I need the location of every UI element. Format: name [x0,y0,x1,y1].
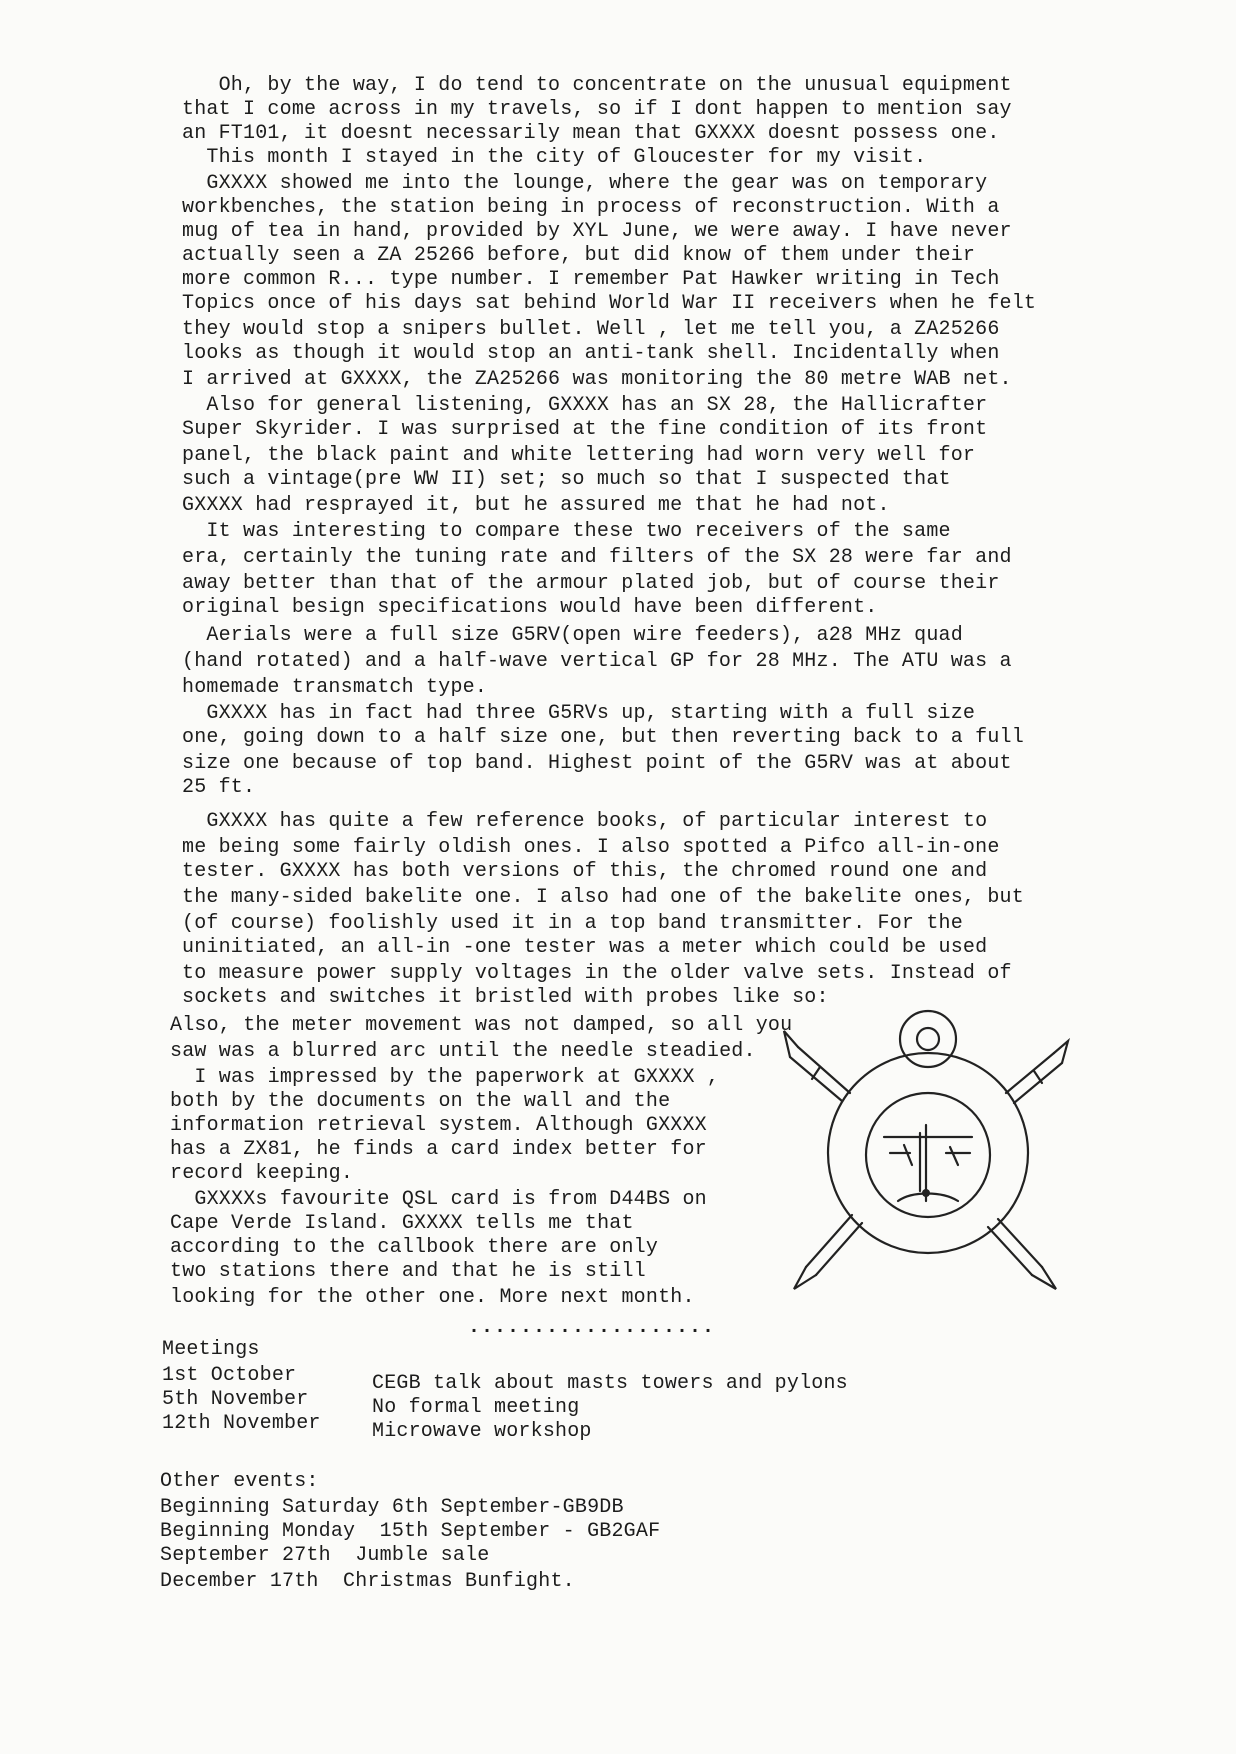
body-line: GXXXX showed me into the lounge, where the gear was on temporary [182,172,988,195]
body-line: 25 ft. [182,776,256,799]
body-line: they would stop a snipers bullet. Well , let me tell you, a ZA25266 [182,318,1000,341]
body-line: Topics once of his days sat behind World War II receivers when he felt [182,292,1037,315]
body-line: an FT101, it doesnt necessarily mean that GXXXX doesnt possess one. [182,122,1000,145]
body-line: information retrieval system. Although GXXXX [170,1114,707,1137]
body-line: record keeping. [170,1162,354,1185]
body-line: GXXXX has in fact had three G5RVs up, starting with a full size [182,702,976,725]
body-line: two stations there and that he is still [170,1260,646,1283]
meeting-event: Microwave workshop [372,1420,592,1443]
body-line: mug of tea in hand, provided by XYL June, we were away. I have never [182,220,1012,243]
body-line: according to the callbook there are only [170,1236,659,1259]
body-line: panel, the black paint and white lettering had worn very well for [182,444,976,467]
body-line: workbenches, the station being in process of reconstruction. With a [182,196,1000,219]
body-line: Cape Verde Island. GXXXX tells me that [170,1212,634,1235]
body-line: (of course) foolishly used it in a top band transmitter. For the [182,912,963,935]
tester-sketch-illustration [780,1005,1070,1295]
body-line: I arrived at GXXXX, the ZA25266 was monitoring the 80 metre WAB net. [182,368,1012,391]
body-line: looks as though it would stop an anti-tank shell. Incidentally when [182,342,1000,365]
meeting-date: 5th November [162,1388,309,1411]
body-line: saw was a blurred arc until the needle steadied. [170,1040,756,1063]
event-line: December 17th Christmas Bunfight. [160,1570,575,1593]
body-line: the many-sided bakelite one. I also had one of the bakelite ones, but [182,886,1024,909]
body-line: This month I stayed in the city of Gloucester for my visit. [182,146,927,169]
body-line: GXXXX had resprayed it, but he assured me that he had not. [182,494,890,517]
body-line: such a vintage(pre WW II) set; so much so that I suspected that [182,468,951,491]
body-line: Oh, by the way, I do tend to concentrate on the unusual equipment [182,74,1012,97]
body-line: homemade transmatch type. [182,676,488,699]
body-line: to measure power supply voltages in the older valve sets. Instead of [182,962,1012,985]
body-line: Also for general listening, GXXXX has an SX 28, the Hallicrafter [182,394,988,417]
body-line: era, certainly the tuning rate and filters of the SX 28 were far and [182,546,1012,569]
event-line: Beginning Saturday 6th September-GB9DB [160,1496,624,1519]
body-line: looking for the other one. More next month. [170,1286,695,1309]
body-line: Super Skyrider. I was surprised at the fine condition of its front [182,418,988,441]
meeting-event: CEGB talk about masts towers and pylons [372,1372,848,1395]
body-line: that I come across in my travels, so if I dont happen to mention say [182,98,1012,121]
event-line: Beginning Monday 15th September - GB2GAF [160,1520,661,1543]
meeting-event: No formal meeting [372,1396,580,1419]
meeting-date: 1st October [162,1364,297,1387]
body-line: Also, the meter movement was not damped, so all you [170,1014,793,1037]
body-line: original besign specifications would have been different. [182,596,878,619]
body-line: me being some fairly oldish ones. I also spotted a Pifco all-in-one [182,836,1000,859]
other-events-heading: Other events: [160,1470,319,1493]
event-line: September 27th Jumble sale [160,1544,490,1567]
body-line: uninitiated, an all-in -one tester was a meter which could be used [182,936,988,959]
body-line: I was impressed by the paperwork at GXXXX , [170,1066,720,1089]
body-line: tester. GXXXX has both versions of this, the chromed round one and [182,860,988,883]
body-line: away better than that of the armour plated job, but of course their [182,572,1000,595]
body-line: GXXXXs favourite QSL card is from D44BS on [170,1188,707,1211]
meetings-heading: Meetings [162,1338,260,1361]
body-line: actually seen a ZA 25266 before, but did know of them under their [182,244,976,267]
body-line: one, going down to a half size one, but then reverting back to a full [182,726,1024,749]
body-line: GXXXX has quite a few reference books, of particular interest to [182,810,988,833]
body-line: both by the documents on the wall and the [170,1090,671,1113]
body-line: size one because of top band. Highest point of the G5RV was at about [182,752,1012,775]
body-line: has a ZX81, he finds a card index better for [170,1138,707,1161]
body-line: sockets and switches it bristled with probes like so: [182,986,829,1009]
body-line: Aerials were a full size G5RV(open wire feeders), a28 MHz quad [182,624,963,647]
meeting-date: 12th November [162,1412,321,1435]
section-separator: ................... [468,1316,716,1339]
body-line: more common R... type number. I remember Pat Hawker writing in Tech [182,268,1000,291]
body-line: It was interesting to compare these two receivers of the same [182,520,951,543]
body-line: (hand rotated) and a half-wave vertical GP for 28 MHz. The ATU was a [182,650,1012,673]
